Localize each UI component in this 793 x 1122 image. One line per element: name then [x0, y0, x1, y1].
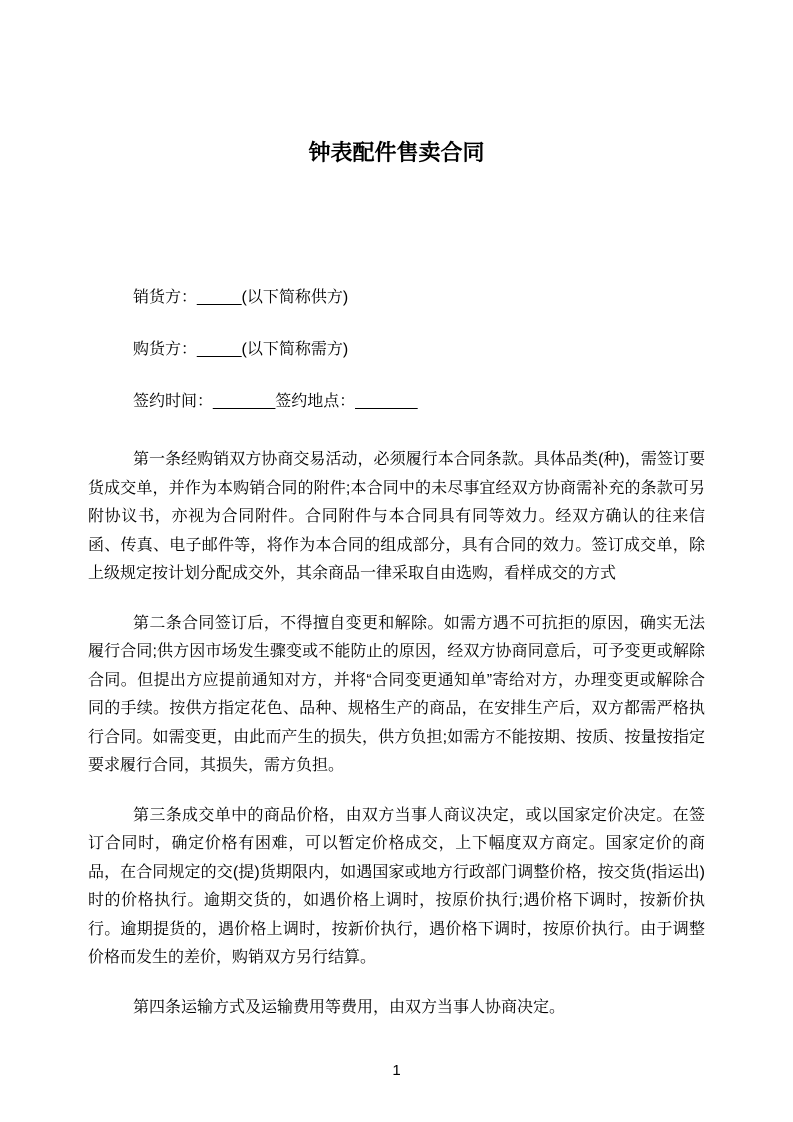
clause-2: 第二条合同签订后，不得擅自变更和解除。如需方遇不可抗拒的原因，确实无法履行合同;供方因市场发生骤变或不能防止的原因，经双方协商同意后，可予变更或解除合同。但提出方应提前通知对方，并将“合同变更通知单”寄给对方，办理变更或解除合同的手续。按供方指定花色、品种、规格生产的商品，在安排生产后，双方都需严格执行合同。如需变更，由此而产生的损失，供方负担;如需方不能按期、按质、按量按指定要求履行合同，其损失，需方负担。	[88, 614, 705, 774]
seller-line: 销货方：_____(以下简称供方)	[133, 289, 349, 306]
clause-4: 第四条运输方式及运输费用等费用，由双方当事人协商决定。	[133, 998, 566, 1016]
signing-time-place-line: 签约时间：_______签约地点：_______	[133, 393, 418, 410]
page-number: 1	[392, 1062, 401, 1079]
clause-1: 第一条经购销双方协商交易活动，必须履行本合同条款。具体品类(种)，需签订要货成交单，并作为本购销合同的附件;本合同中的未尽事宜经双方协商需补充的条款可另附协议书，亦视为合同附件。合同附件与本合同具有同等效力。经双方确认的往来信函、传真、电子邮件等，将作为本合同的组成部分，具有合同的效力。签订成交单，除上级规定按计划分配成交外，其余商品一律采取自由选购，看样成交的方式	[88, 451, 705, 582]
contract-body	[0, 446, 793, 1022]
party-info-section	[0, 284, 793, 416]
clause-3: 第三条成交单中的商品价格，由双方当事人商议决定，或以国家定价决定。在签订合同时，确定价格有困难，可以暂定价格成交，上下幅度双方商定。国家定价的商品，在合同规定的交(提)货期限内，如遇国家或地方行政部门调整价格，按交货(指运出)时的价格执行。逾期交货的，如遇价格上调时，按原价执行;遇价格下调时，按新价执行。逾期提货的，遇价格上调时，按新价执行，遇价格下调时，按原价执行。由于调整价格而发生的差价，购销双方另行结算。	[88, 806, 705, 966]
buyer-line: 购货方：_____(以下简称需方)	[133, 341, 349, 358]
document-title: 钟表配件售卖合同	[308, 140, 485, 165]
